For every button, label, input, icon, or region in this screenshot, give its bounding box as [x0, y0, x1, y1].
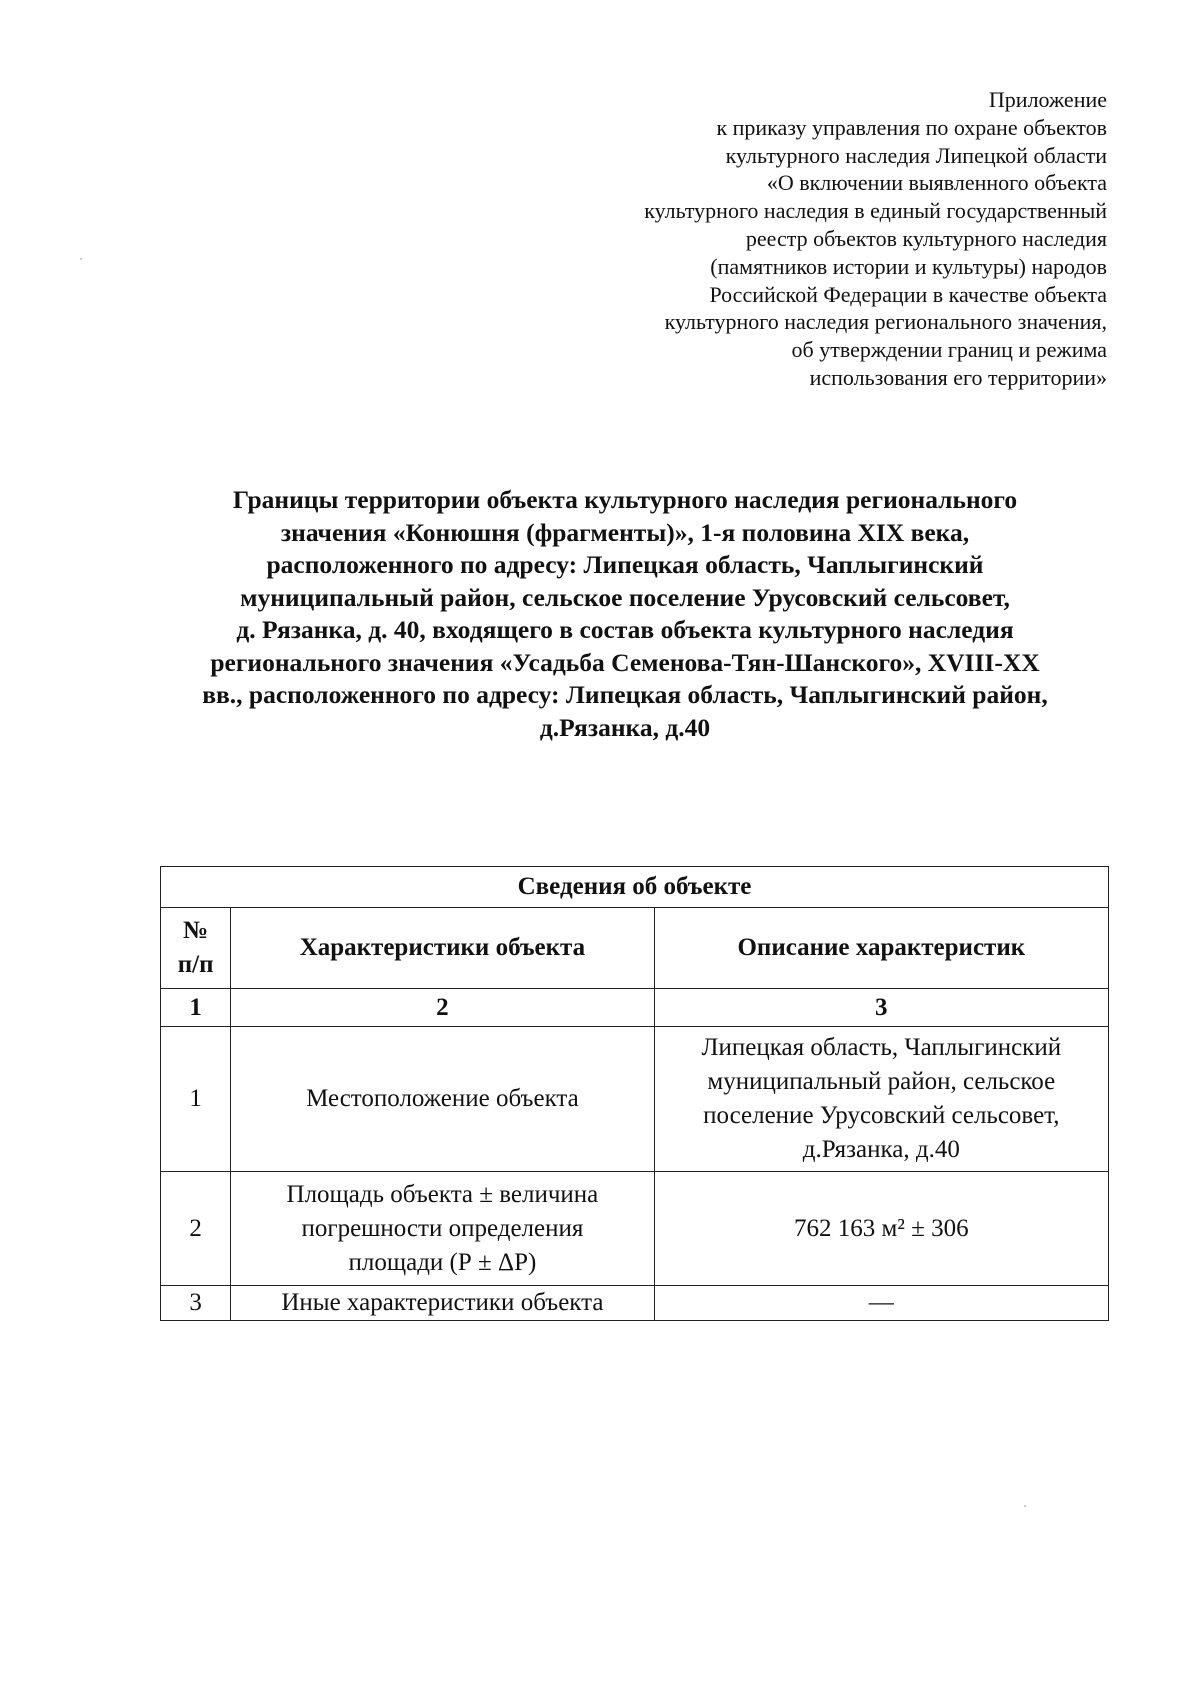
document-title	[150, 484, 1100, 744]
table-header-row	[161, 908, 1109, 989]
row-description	[654, 1027, 1108, 1172]
column-number: 3	[654, 989, 1108, 1027]
row-num: 2	[161, 1172, 231, 1286]
title-line: регионального значения «Усадьба Семенова-Тян-Шанского», XVIII-XX	[210, 647, 1040, 677]
column-numbers-row	[161, 989, 1109, 1027]
title-line: муниципальный район, сельское поселение Урусовский сельсовет,	[240, 582, 1010, 612]
characteristic-line: площади (Р ± ΔР)	[348, 1248, 537, 1276]
header-description: Описание характеристик	[654, 908, 1108, 989]
table-row	[161, 1286, 1109, 1321]
table-row	[161, 1027, 1109, 1172]
row-description	[654, 1172, 1108, 1286]
appendix-line: (памятников истории и культуры) народов	[710, 253, 1107, 279]
appendix-line: культурного наследия регионального значения,	[664, 309, 1107, 335]
title-line: Границы территории объекта культурного наследия регионального	[232, 485, 1018, 514]
scan-speck	[1024, 1505, 1026, 1507]
row-num: 3	[161, 1286, 231, 1321]
row-description	[654, 1286, 1108, 1321]
appendix-line: к приказу управления по охране объектов	[716, 114, 1107, 140]
title-line: значения «Конюшня (фрагменты)», 1-я половина XIX века,	[280, 517, 970, 547]
appendix-line: Приложение	[988, 87, 1107, 112]
title-line: вв., расположенного по адресу: Липецкая область, Чаплыгинский район,	[202, 680, 1048, 709]
description-line: д.Рязанка, д.40	[802, 1136, 960, 1163]
header-num-line1: №	[183, 917, 209, 944]
row-characteristic	[231, 1172, 654, 1286]
appendix-line: использования его территории»	[809, 364, 1107, 390]
object-info-table	[160, 866, 1109, 1321]
characteristic-line: Иные характеристики объекта	[281, 1289, 604, 1316]
scan-speck	[80, 258, 82, 260]
header-num-line2: п/п	[177, 951, 214, 978]
characteristic-line: погрешности определения	[301, 1214, 584, 1242]
title-line: расположенного по адресу: Липецкая область, Чаплыгинский	[266, 550, 984, 579]
row-characteristic	[231, 1286, 654, 1321]
appendix-line: Российской Федерации в качестве объекта	[709, 281, 1107, 307]
header-characteristics: Характеристики объекта	[231, 908, 654, 989]
table-row	[161, 1172, 1109, 1286]
row-num: 1	[161, 1027, 231, 1172]
column-number: 1	[161, 989, 231, 1027]
appendix-line: реестр объектов культурного наследия	[745, 225, 1107, 251]
characteristic-line: Площадь объекта ± величина	[286, 1180, 599, 1208]
appendix-line: культурного наследия Липецкой области	[725, 142, 1107, 168]
description-line: поселение Урусовский сельсовет,	[703, 1102, 1060, 1129]
appendix-line: «О включении выявленного объекта	[766, 170, 1107, 196]
title-line: д.Рязанка, д.40	[539, 712, 711, 742]
description-line: —	[868, 1289, 894, 1316]
characteristic-line: Местоположение объекта	[306, 1085, 579, 1112]
description-line: 762 163 м² ± 306	[794, 1214, 969, 1242]
appendix-header	[547, 86, 1107, 392]
column-number: 2	[231, 989, 654, 1027]
title-line: д. Рязанка, д. 40, входящего в состав объекта культурного наследия	[236, 615, 1014, 644]
header-num	[161, 908, 231, 989]
table-caption: Сведения об объекте	[161, 867, 1109, 908]
table-caption-row	[161, 867, 1109, 908]
description-line: муниципальный район, сельское	[707, 1068, 1056, 1095]
appendix-line: культурного наследия в единый государственный	[644, 198, 1107, 224]
appendix-line: об утверждении границ и режима	[791, 337, 1107, 363]
row-characteristic	[231, 1027, 654, 1172]
description-line: Липецкая область, Чаплыгинский	[701, 1034, 1062, 1061]
